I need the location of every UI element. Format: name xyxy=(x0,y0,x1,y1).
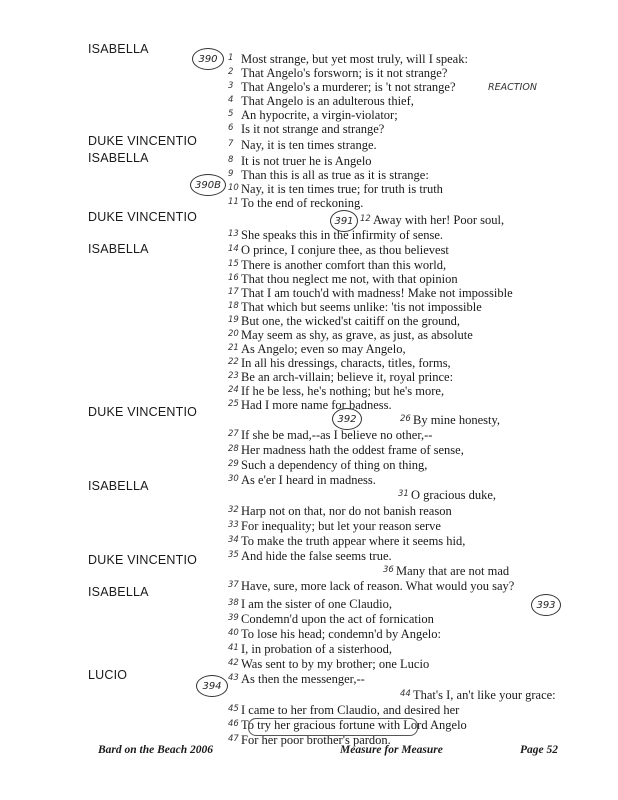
line-text: Harp not on that, nor do not banish reason xyxy=(241,504,452,518)
line-text: Most strange, but yet most truly, will I speak: xyxy=(241,52,468,66)
line-text: That Angelo's forsworn; is it not strange? xyxy=(241,66,448,80)
line-number: 20 xyxy=(228,329,239,339)
cue-marker-392: 392 xyxy=(332,408,362,430)
speaker-name: ISABELLA xyxy=(88,479,149,493)
line-number: 27 xyxy=(228,429,239,439)
line-number: 1 xyxy=(228,53,234,63)
cue-marker-390b: 390B xyxy=(190,174,226,196)
line-text: That which but seems unlike: 'tis not impossible xyxy=(241,300,482,314)
line-text: To make the truth appear where it seems hid, xyxy=(241,534,466,548)
line-text: That Angelo's a murderer; is 't not strange? xyxy=(241,80,456,94)
line-number: 2 xyxy=(228,67,234,77)
line-number: 41 xyxy=(228,643,239,653)
line-text: If she be mad,--as I believe no other,-- xyxy=(241,428,433,442)
line-number: 28 xyxy=(228,444,239,454)
line-number: 30 xyxy=(228,474,239,484)
line-text: Is it not strange and strange? xyxy=(241,122,385,136)
line-number: 19 xyxy=(228,315,239,325)
line-number: 4 xyxy=(228,95,234,105)
line-text: There is another comfort than this world, xyxy=(241,258,447,272)
line-text: May seem as shy, as grave, as just, as absolute xyxy=(241,328,473,342)
line-number: 21 xyxy=(228,343,239,353)
line-text: To lose his head; condemn'd by Angelo: xyxy=(241,627,441,641)
line-text: I, in probation of a sisterhood, xyxy=(241,642,393,656)
line-text: That thou neglect me not, with that opinion xyxy=(241,272,458,286)
line-number: 43 xyxy=(228,673,239,683)
cue-marker-393: 393 xyxy=(531,594,561,616)
line-text: That Angelo is an adulterous thief, xyxy=(241,94,414,108)
line-number: 34 xyxy=(228,535,239,545)
line-number: 46 xyxy=(228,719,239,729)
line-number: 32 xyxy=(228,505,239,515)
line-number: 14 xyxy=(228,244,239,254)
line-number: 3 xyxy=(228,81,234,91)
line-text: As then the messenger,-- xyxy=(241,672,365,686)
line-text: Many that are not mad xyxy=(396,564,510,578)
line-text: By mine honesty, xyxy=(413,413,501,427)
line-number: 42 xyxy=(228,658,239,668)
line-number: 44 xyxy=(400,689,411,699)
speaker-name: ISABELLA xyxy=(88,585,149,599)
line-text: To try her gracious fortune with Lord Angelo xyxy=(241,718,467,732)
line-text: That's I, an't like your grace: xyxy=(413,688,556,702)
speaker-name: DUKE VINCENTIO xyxy=(88,405,198,419)
speaker-name: DUKE VINCENTIO xyxy=(88,553,198,567)
line-text: Condemn'd upon the act of fornication xyxy=(241,612,434,626)
line-text: I am the sister of one Claudio, xyxy=(241,597,393,611)
line-number: 40 xyxy=(228,628,239,638)
line-text: For inequality; but let your reason serve xyxy=(241,519,441,533)
line-number: 5 xyxy=(228,109,234,119)
speaker-name: ISABELLA xyxy=(88,151,149,165)
line-number: 36 xyxy=(383,565,394,575)
line-text: As e'er I heard in madness. xyxy=(241,473,376,487)
line-number: 39 xyxy=(228,613,239,623)
line-number: 24 xyxy=(228,385,239,395)
line-text: If he be less, he's nothing; but he's more, xyxy=(241,384,445,398)
line-text: Nay, it is ten times strange. xyxy=(241,138,377,152)
speaker-name: DUKE VINCENTIO xyxy=(88,210,198,224)
footer-production: Bard on the Beach 2006 xyxy=(98,744,214,756)
line-number: 11 xyxy=(228,197,239,207)
line-text: An hypocrite, a virgin-violator; xyxy=(241,108,398,122)
line-number: 38 xyxy=(228,598,239,608)
line-number: 6 xyxy=(228,123,234,133)
line-text: Away with her! Poor soul, xyxy=(373,213,505,227)
line-text: And hide the false seems true. xyxy=(241,549,392,563)
line-text: That I am touch'd with madness! Make not impossible xyxy=(241,286,513,300)
line-text: Nay, it is ten times true; for truth is truth xyxy=(241,182,443,196)
line-text: It is not truer he is Angelo xyxy=(241,154,372,168)
line-number: 10 xyxy=(228,183,239,193)
line-text: I came to her from Claudio, and desired her xyxy=(241,703,460,717)
line-number: 23 xyxy=(228,371,239,381)
line-number: 47 xyxy=(228,734,239,744)
speaker-name: ISABELLA xyxy=(88,42,149,56)
speaker-name: LUCIO xyxy=(88,668,128,682)
footer-page-number: Page 52 xyxy=(520,744,559,756)
line-number: 18 xyxy=(228,301,239,311)
line-number: 8 xyxy=(228,155,234,165)
line-text: Had I more name for badness. xyxy=(241,398,392,412)
line-text: O prince, I conjure thee, as thou believest xyxy=(241,243,449,257)
line-text: Such a dependency of thing on thing, xyxy=(241,458,428,472)
line-number: 33 xyxy=(228,520,239,530)
line-number: 12 xyxy=(360,214,371,224)
line-number: 16 xyxy=(228,273,239,283)
line-number: 26 xyxy=(400,414,411,424)
cue-marker-390: 390 xyxy=(192,48,224,70)
line-text: Have, sure, more lack of reason. What would you say? xyxy=(241,579,515,593)
line-number: 22 xyxy=(228,357,239,367)
line-number: 9 xyxy=(228,169,234,179)
line-number: 45 xyxy=(228,704,239,714)
line-text: Her madness hath the oddest frame of sense, xyxy=(241,443,464,457)
cue-marker-394: 394 xyxy=(196,675,228,697)
speaker-name: ISABELLA xyxy=(88,242,149,256)
line-text: She speaks this in the infirmity of sense. xyxy=(241,228,444,242)
line-text: Than this is all as true as it is strange: xyxy=(241,168,429,182)
line-text: Be an arch-villain; believe it, royal prince: xyxy=(241,370,454,384)
line-number: 15 xyxy=(228,259,239,269)
line-text: Was sent to by my brother; one Lucio xyxy=(241,657,430,671)
speaker-name: DUKE VINCENTIO xyxy=(88,134,198,148)
footer-play-title: Measure for Measure xyxy=(340,744,443,756)
line-number: 17 xyxy=(228,287,239,297)
line-number: 37 xyxy=(228,580,239,590)
line-number: 35 xyxy=(228,550,239,560)
line-number: 31 xyxy=(398,489,409,499)
handwritten-bracket xyxy=(248,718,418,736)
cue-marker-391: 391 xyxy=(330,210,358,232)
line-number: 7 xyxy=(228,139,234,149)
line-number: 29 xyxy=(228,459,239,469)
reaction-note: REACTION xyxy=(488,82,537,93)
line-number: 25 xyxy=(228,399,239,409)
line-text: But one, the wicked'st caitiff on the ground, xyxy=(241,314,460,328)
line-text: O gracious duke, xyxy=(411,488,497,502)
line-text: As Angelo; even so may Angelo, xyxy=(241,342,406,356)
line-text: To the end of reckoning. xyxy=(241,196,364,210)
line-text: For her poor brother's pardon. xyxy=(241,733,391,747)
line-text: In all his dressings, characts, titles, forms, xyxy=(241,356,451,370)
line-number: 13 xyxy=(228,229,239,239)
